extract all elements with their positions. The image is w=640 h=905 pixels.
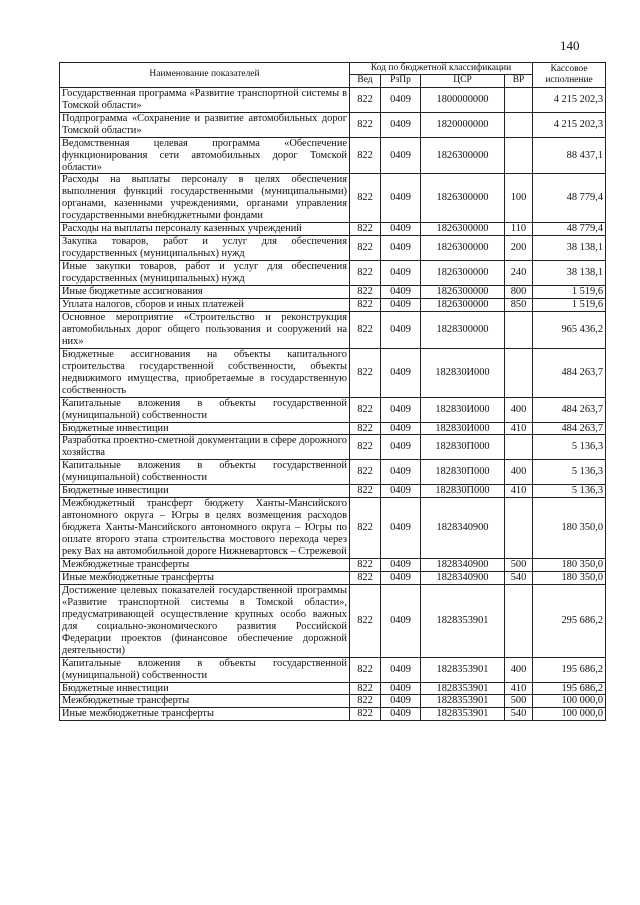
header-vr: ВР: [505, 75, 533, 87]
row-vr: 410: [505, 422, 533, 435]
row-rzpr: 0409: [381, 498, 421, 559]
row-rzpr: 0409: [381, 236, 421, 261]
row-csr: 1826300000: [421, 298, 505, 311]
row-csr: 1828353901: [421, 682, 505, 695]
row-name: Бюджетные инвестиции: [60, 485, 350, 498]
row-execution: 48 779,4: [533, 223, 606, 236]
table-row: [60, 657, 606, 682]
row-csr: 1826300000: [421, 137, 505, 174]
table-body: [60, 87, 606, 721]
page-number: 140: [560, 38, 580, 53]
row-ved: 822: [350, 87, 381, 112]
row-execution: 484 263,7: [533, 397, 606, 422]
row-execution: 195 686,2: [533, 682, 606, 695]
row-rzpr: 0409: [381, 112, 421, 137]
row-name: Межбюджетный трансферт бюджету Ханты-Мансийского автономного округа – Югры в целях возмещения расходов бюджета Ханты-Мансийского автономного округа – Югры по оплате второго этапа строительства мостового перехода через реку Вах на автомобильной дороге Нижневартовск – Стрежевой: [60, 498, 350, 559]
row-ved: 822: [350, 657, 381, 682]
row-name: Расходы на выплаты персоналу в целях обеспечения выполнения функций государственными (муниципальными) органами, казенными учреждениями, органами управления государственными внебюджетными фондами: [60, 174, 350, 223]
row-ved: 822: [350, 348, 381, 397]
table-row: [60, 236, 606, 261]
row-name: Государственная программа «Развитие транспортной системы в Томской области»: [60, 87, 350, 112]
row-rzpr: 0409: [381, 422, 421, 435]
table-row: [60, 311, 606, 348]
row-csr: 1826300000: [421, 261, 505, 286]
row-vr: 540: [505, 571, 533, 584]
row-vr: 500: [505, 559, 533, 572]
row-rzpr: 0409: [381, 348, 421, 397]
row-vr: 850: [505, 298, 533, 311]
row-name: Бюджетные ассигнования на объекты капитального строительства государственной собственности, объекты недвижимого имущества, приобретаемые в государственную собственность: [60, 348, 350, 397]
row-name: Капитальные вложения в объекты государственной (муниципальной) собственности: [60, 460, 350, 485]
row-vr: 240: [505, 261, 533, 286]
row-csr: 182830И000: [421, 348, 505, 397]
row-rzpr: 0409: [381, 435, 421, 460]
row-vr: [505, 498, 533, 559]
row-name: Основное мероприятие «Строительство и реконструкция автомобильных дорог общего пользования и сооружений на них»: [60, 311, 350, 348]
table-row: [60, 137, 606, 174]
table-row: [60, 584, 606, 657]
row-rzpr: 0409: [381, 311, 421, 348]
row-execution: 5 136,3: [533, 435, 606, 460]
row-ved: 822: [350, 485, 381, 498]
row-csr: 1826300000: [421, 236, 505, 261]
row-execution: 195 686,2: [533, 657, 606, 682]
row-ved: 822: [350, 174, 381, 223]
row-csr: 182830И000: [421, 397, 505, 422]
row-name: Иные бюджетные ассигнования: [60, 286, 350, 299]
row-csr: 182830П000: [421, 485, 505, 498]
row-rzpr: 0409: [381, 695, 421, 708]
row-execution: 48 779,4: [533, 174, 606, 223]
row-rzpr: 0409: [381, 708, 421, 721]
row-vr: [505, 311, 533, 348]
row-ved: 822: [350, 223, 381, 236]
row-csr: 1826300000: [421, 286, 505, 299]
row-ved: 822: [350, 695, 381, 708]
table-header: [60, 63, 606, 88]
row-execution: 484 263,7: [533, 422, 606, 435]
row-execution: 38 138,1: [533, 261, 606, 286]
row-vr: 540: [505, 708, 533, 721]
header-ved: Вед: [350, 75, 381, 87]
row-name: Бюджетные инвестиции: [60, 682, 350, 695]
row-ved: 822: [350, 584, 381, 657]
table-row: [60, 435, 606, 460]
row-execution: 180 350,0: [533, 559, 606, 572]
table-row: [60, 422, 606, 435]
row-execution: 88 437,1: [533, 137, 606, 174]
row-execution: 965 436,2: [533, 311, 606, 348]
row-csr: 1826300000: [421, 174, 505, 223]
row-csr: 1826300000: [421, 223, 505, 236]
row-name: Ведомственная целевая программа «Обеспечение функционирования сети автомобильных дорог Томской области»: [60, 137, 350, 174]
row-ved: 822: [350, 559, 381, 572]
row-ved: 822: [350, 236, 381, 261]
row-ved: 822: [350, 261, 381, 286]
row-csr: 1800000000: [421, 87, 505, 112]
row-csr: 1820000000: [421, 112, 505, 137]
row-ved: 822: [350, 682, 381, 695]
row-vr: 500: [505, 695, 533, 708]
row-name: Иные межбюджетные трансферты: [60, 571, 350, 584]
header-rzpr: РзПр: [381, 75, 421, 87]
row-execution: 1 519,6: [533, 286, 606, 299]
row-execution: 100 000,0: [533, 708, 606, 721]
row-execution: 1 519,6: [533, 298, 606, 311]
table-row: [60, 498, 606, 559]
table-row: [60, 485, 606, 498]
row-csr: 1828353901: [421, 584, 505, 657]
row-name: Бюджетные инвестиции: [60, 422, 350, 435]
row-name: Иные закупки товаров, работ и услуг для обеспечения государственных (муниципальных) нужд: [60, 261, 350, 286]
row-ved: 822: [350, 397, 381, 422]
row-rzpr: 0409: [381, 682, 421, 695]
row-execution: 100 000,0: [533, 695, 606, 708]
row-name: Капитальные вложения в объекты государственной (муниципальной) собственности: [60, 397, 350, 422]
row-vr: 800: [505, 286, 533, 299]
row-csr: 1828340900: [421, 559, 505, 572]
header-csr: ЦСР: [421, 75, 505, 87]
row-vr: 410: [505, 485, 533, 498]
row-rzpr: 0409: [381, 571, 421, 584]
row-name: Подпрограмма «Сохранение и развитие автомобильных дорог Томской области»: [60, 112, 350, 137]
table-row: [60, 174, 606, 223]
row-vr: 410: [505, 682, 533, 695]
row-name: Достижение целевых показателей государственной программы «Развитие транспортной системы в Томской области», предусматривающей осуществление крупных особо важных для социально-экономического развития Российской Федерации проектов (финансовое обеспечение дорожной деятельности): [60, 584, 350, 657]
header-execution: Кассовое исполнение: [533, 63, 606, 88]
row-rzpr: 0409: [381, 657, 421, 682]
row-vr: [505, 348, 533, 397]
row-execution: 4 215 202,3: [533, 87, 606, 112]
row-name: Иные межбюджетные трансферты: [60, 708, 350, 721]
row-rzpr: 0409: [381, 397, 421, 422]
row-execution: 295 686,2: [533, 584, 606, 657]
row-name: Разработка проектно-сметной документации в сфере дорожного хозяйства: [60, 435, 350, 460]
row-name: Межбюджетные трансферты: [60, 559, 350, 572]
row-csr: 182830И000: [421, 422, 505, 435]
row-vr: 100: [505, 174, 533, 223]
budget-execution-table: [59, 62, 606, 721]
row-execution: 180 350,0: [533, 498, 606, 559]
row-ved: 822: [350, 708, 381, 721]
row-execution: 38 138,1: [533, 236, 606, 261]
table-row: [60, 397, 606, 422]
row-rzpr: 0409: [381, 286, 421, 299]
row-ved: 822: [350, 137, 381, 174]
row-execution: 180 350,0: [533, 571, 606, 584]
table-row: [60, 695, 606, 708]
row-ved: 822: [350, 112, 381, 137]
row-name: Межбюджетные трансферты: [60, 695, 350, 708]
row-rzpr: 0409: [381, 87, 421, 112]
row-csr: 1828353901: [421, 657, 505, 682]
row-csr: 182830П000: [421, 435, 505, 460]
row-vr: [505, 435, 533, 460]
row-ved: 822: [350, 422, 381, 435]
table-row: [60, 571, 606, 584]
row-rzpr: 0409: [381, 223, 421, 236]
row-execution: 484 263,7: [533, 348, 606, 397]
row-ved: 822: [350, 498, 381, 559]
row-vr: 400: [505, 460, 533, 485]
row-csr: 1828300000: [421, 311, 505, 348]
row-rzpr: 0409: [381, 559, 421, 572]
row-rzpr: 0409: [381, 584, 421, 657]
row-execution: 4 215 202,3: [533, 112, 606, 137]
row-rzpr: 0409: [381, 460, 421, 485]
row-execution: 5 136,3: [533, 460, 606, 485]
table-row: [60, 112, 606, 137]
table-row: [60, 286, 606, 299]
row-ved: 822: [350, 298, 381, 311]
row-ved: 822: [350, 460, 381, 485]
table-row: [60, 559, 606, 572]
table-row: [60, 261, 606, 286]
row-vr: 110: [505, 223, 533, 236]
table-row: [60, 87, 606, 112]
row-csr: 1828340900: [421, 498, 505, 559]
table-row: [60, 348, 606, 397]
row-ved: 822: [350, 311, 381, 348]
row-csr: 1828353901: [421, 708, 505, 721]
row-csr: 1828353901: [421, 695, 505, 708]
row-name: Капитальные вложения в объекты государственной (муниципальной) собственности: [60, 657, 350, 682]
row-name: Расходы на выплаты персоналу казенных учреждений: [60, 223, 350, 236]
row-vr: 400: [505, 397, 533, 422]
row-vr: 200: [505, 236, 533, 261]
header-name: Наименование показателей: [60, 63, 350, 88]
row-rzpr: 0409: [381, 137, 421, 174]
row-rzpr: 0409: [381, 174, 421, 223]
row-name: Уплата налогов, сборов и иных платежей: [60, 298, 350, 311]
row-rzpr: 0409: [381, 298, 421, 311]
table-row: [60, 223, 606, 236]
row-vr: [505, 137, 533, 174]
table-row: [60, 682, 606, 695]
table-row: [60, 708, 606, 721]
row-ved: 822: [350, 286, 381, 299]
row-csr: 1828340900: [421, 571, 505, 584]
header-code-group: Код по бюджетной классификации: [350, 63, 533, 75]
row-vr: [505, 584, 533, 657]
row-vr: [505, 112, 533, 137]
row-rzpr: 0409: [381, 485, 421, 498]
row-ved: 822: [350, 571, 381, 584]
row-rzpr: 0409: [381, 261, 421, 286]
row-csr: 182830П000: [421, 460, 505, 485]
row-execution: 5 136,3: [533, 485, 606, 498]
row-ved: 822: [350, 435, 381, 460]
row-vr: 400: [505, 657, 533, 682]
table-row: [60, 298, 606, 311]
table-row: [60, 460, 606, 485]
row-vr: [505, 87, 533, 112]
row-name: Закупка товаров, работ и услуг для обеспечения государственных (муниципальных) нужд: [60, 236, 350, 261]
